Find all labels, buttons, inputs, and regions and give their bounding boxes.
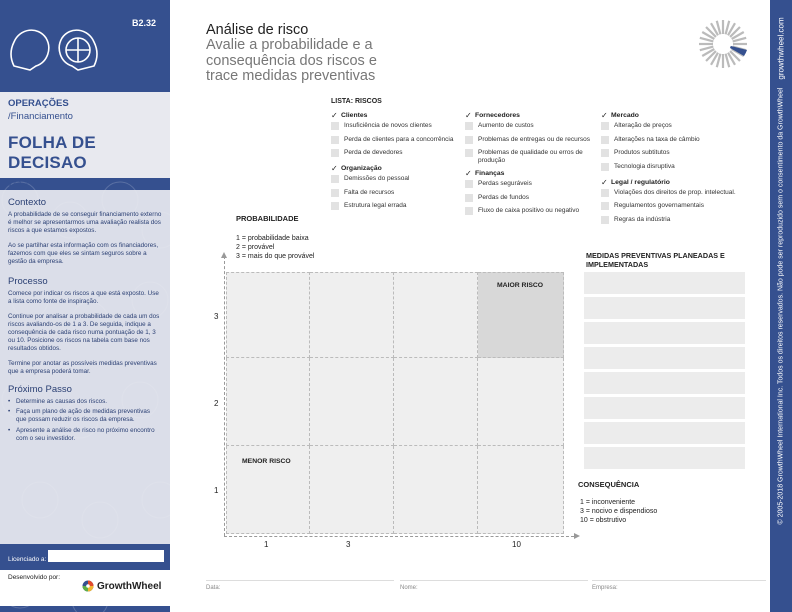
risk-item[interactable]	[601, 201, 736, 213]
risk-item[interactable]	[331, 188, 466, 200]
licensee-label: Licenciado a:	[8, 556, 47, 563]
checkmark-icon: ✓	[601, 177, 608, 187]
risk-item-label: Estrutura legal errada	[344, 202, 407, 209]
category-label: OPERAÇÕES	[8, 98, 69, 109]
risk-checkbox[interactable]	[465, 180, 473, 188]
category-panel	[0, 92, 170, 188]
version-label: v2.1.2	[8, 179, 29, 188]
risk-group	[601, 177, 736, 227]
processo-p2: Continue por analisar a probabilidade de cada um dos riscos avaliando-os de 1 a 3. De seguida, indique a consequência de cada risco numa pontuação de 1, 3 ou 10. Posicione os riscos na tabela com base nos resultados obtidos.	[8, 312, 160, 353]
website-text: growthwheel.com	[776, 17, 786, 80]
risk-item-label: Aumento de custos	[478, 122, 534, 129]
risk-item[interactable]	[601, 162, 736, 174]
risk-checkbox[interactable]	[465, 136, 473, 144]
risk-item-label: Insuficiência de novos clientes	[344, 122, 432, 129]
risk-group-header	[331, 110, 466, 121]
risk-item[interactable]	[601, 121, 736, 133]
measure-input-row[interactable]	[584, 322, 745, 344]
date-field[interactable]	[206, 580, 394, 604]
risk-group	[331, 110, 466, 160]
sidebar	[0, 0, 170, 612]
subcategory-label: /Financiamento	[8, 111, 73, 122]
growthwheel-logo	[82, 580, 161, 592]
matrix-cell[interactable]	[478, 446, 564, 534]
risk-item-label: Alteração de preços	[614, 122, 672, 129]
page-subtitle: Avalie a probabilidade e a consequência dos riscos e trace medidas preventivas	[206, 37, 377, 84]
risk-checkbox[interactable]	[465, 207, 473, 215]
matrix-cell[interactable]	[394, 358, 478, 446]
measure-input-row[interactable]	[584, 372, 745, 394]
checkmark-icon: ✓	[601, 111, 608, 120]
probability-legend-item: 2 = provável	[236, 244, 275, 251]
risk-group-header	[465, 168, 600, 179]
risk-item[interactable]	[331, 201, 466, 213]
risk-column	[601, 110, 736, 230]
copyright-bar	[770, 0, 792, 612]
risk-checkbox[interactable]	[465, 122, 473, 130]
x-tick-label: 3	[346, 540, 351, 549]
proximo-heading: Próximo Passo	[8, 384, 72, 396]
measure-input-row[interactable]	[584, 447, 745, 469]
checkmark-icon: ✓	[331, 111, 338, 120]
risk-checkbox[interactable]	[601, 122, 609, 130]
risk-item[interactable]	[601, 135, 736, 147]
risk-item[interactable]	[465, 179, 600, 191]
max-risk-label: MAIOR RISCO	[497, 282, 544, 289]
processo-p3: Termine por anotar as possíveis medidas preventivas que a empresa poderá tomar.	[8, 359, 157, 375]
matrix-cell[interactable]	[394, 272, 478, 358]
risk-item-label: Perda de clientes para a concorrência	[344, 135, 454, 143]
risk-checkbox[interactable]	[601, 216, 609, 224]
x-axis	[224, 536, 574, 537]
risk-item-label: Produtos subtitutos	[614, 149, 670, 156]
y-tick-label: 1	[214, 486, 219, 495]
risk-item[interactable]	[601, 148, 736, 160]
risk-item[interactable]	[465, 148, 600, 165]
matrix-cell[interactable]	[394, 446, 478, 534]
list-item: • Faça um plano de ação de medidas preventivas que possam reduzir os riscos da empresa.	[8, 408, 162, 424]
page-title: Análise de risco	[206, 22, 309, 38]
developer-label: Desenvolvido por:	[8, 574, 61, 581]
risk-item-label: Alterações na taxa de câmbio	[614, 135, 700, 143]
risk-item[interactable]	[465, 135, 600, 147]
y-axis	[224, 256, 225, 536]
risk-item-label: Regulamentos governamentais	[614, 202, 704, 209]
contexto-heading: Contexto	[8, 197, 47, 208]
risk-group-name: Legal / regulatório	[611, 178, 670, 186]
consequence-legend-item: 10 = obstrutivo	[580, 517, 627, 524]
risk-checkbox[interactable]	[601, 149, 609, 157]
risk-checkbox[interactable]	[331, 136, 339, 144]
risk-matrix	[226, 272, 566, 534]
document-code: B2.32	[131, 18, 156, 28]
copyright-text: © 2005-2018 GrowthWheel International Inc. Todos os direitos reservados. Não pode ser reproduzido sem o consentimento da GrowthWheel	[777, 87, 785, 525]
risk-checkbox[interactable]	[331, 189, 339, 197]
risk-group-header	[601, 110, 736, 121]
risk-group-name: Clientes	[341, 112, 368, 119]
checkmark-icon: ✓	[465, 169, 472, 178]
y-axis-arrow-icon	[221, 252, 227, 258]
risk-list-title: LISTA: RISCOS	[331, 98, 382, 105]
list-item: • Apresente a análise de risco no próximo encontro com o seu investidor.	[8, 427, 162, 443]
matrix-cell[interactable]	[310, 358, 394, 446]
company-field[interactable]	[592, 580, 766, 604]
processo-heading: Processo	[8, 276, 48, 288]
risk-item[interactable]	[601, 188, 736, 200]
risk-item-label: Problemas de entregas ou de recursos	[478, 135, 591, 143]
risk-checkbox[interactable]	[601, 136, 609, 144]
risk-item-label: Tecnologia disruptiva	[614, 162, 675, 170]
licensee-field[interactable]	[48, 550, 164, 562]
risk-group-name: Organização	[341, 165, 382, 172]
measure-input-row[interactable]	[584, 272, 745, 294]
risk-item-label: Fluxo de caixa positivo ou negativo	[478, 207, 580, 214]
checkmark-icon: ✓	[331, 164, 338, 173]
list-item: • Determine as causas dos riscos.	[8, 398, 162, 406]
risk-item[interactable]	[465, 193, 600, 205]
licensee-row	[0, 544, 170, 566]
risk-checkbox[interactable]	[601, 202, 609, 210]
risk-item-label: Perda de devedores	[344, 149, 403, 156]
risk-group-name: Finanças	[475, 170, 505, 177]
risk-checkbox[interactable]	[465, 194, 473, 202]
risk-group-name: Mercado	[611, 112, 639, 119]
growthwheel-progress-icon	[697, 18, 749, 70]
x-axis-arrow-icon	[574, 533, 580, 539]
decision-bubbles-icon	[8, 14, 100, 78]
risk-item-label: Problemas de qualidade ou erros de produção	[478, 149, 583, 164]
risk-item[interactable]	[465, 121, 600, 133]
contexto-p2: Ao se partilhar esta informação com os financiadores, fazemos com que eles se sintam seguros sobre a gestão da empresa.	[8, 241, 159, 266]
developer-row	[0, 570, 170, 606]
y-tick-label: 2	[214, 399, 219, 408]
checkmark-icon: ✓	[465, 111, 472, 120]
risk-checkbox[interactable]	[601, 163, 609, 171]
proximo-list	[8, 398, 162, 443]
matrix-cell[interactable]	[310, 272, 394, 358]
growthwheel-wheel-icon	[82, 580, 94, 592]
risk-item[interactable]	[331, 148, 466, 160]
name-label: Nome:	[400, 585, 418, 591]
x-tick-label: 1	[264, 540, 269, 549]
consequence-legend-item: 1 = inconveniente	[580, 499, 636, 506]
risk-item[interactable]	[465, 206, 600, 218]
risk-group-header	[331, 163, 466, 174]
brand-name: GrowthWheel	[97, 580, 162, 592]
risk-item[interactable]	[331, 135, 466, 147]
processo-p1: Comece por indicar os riscos a que está exposto. Use a lista como fonte de inspiração.	[8, 290, 159, 306]
risk-group	[465, 168, 600, 218]
risk-group-name: Fornecedores	[475, 112, 520, 119]
risk-item-label: Demissões do pessoal	[344, 175, 410, 182]
risk-item[interactable]	[601, 215, 736, 227]
probability-legend	[236, 234, 314, 261]
contexto-p1: A probabilidade de se conseguir financiamento externo é melhor se apresentarmos uma avaliação realista dos riscos a que estamos expostos.	[8, 211, 162, 235]
consequence-legend	[580, 498, 657, 525]
consequence-title: CONSEQUÊNCIA	[578, 480, 640, 489]
matrix-cell[interactable]	[478, 358, 564, 446]
risk-group	[465, 110, 600, 165]
risk-checkbox[interactable]	[331, 202, 339, 210]
probability-legend-item: 1 = probabilidade baixa	[236, 235, 309, 242]
risk-item-label: Violações dos direitos de prop. intelectual.	[614, 188, 736, 196]
probability-title: PROBABILIDADE	[236, 214, 299, 223]
risk-checkbox[interactable]	[465, 149, 473, 157]
risk-group	[331, 163, 466, 213]
measure-input-row[interactable]	[584, 397, 745, 419]
risk-group	[601, 110, 736, 174]
x-tick-label: 10	[512, 540, 521, 549]
risk-group-header	[465, 110, 600, 121]
date-label: Data:	[206, 585, 221, 591]
matrix-cell[interactable]	[226, 272, 310, 358]
risk-group-header	[601, 177, 736, 188]
measures-title: MEDIDAS PREVENTIVAS PLANEADAS E IMPLEMENTADAS	[586, 251, 725, 269]
consequence-legend-item: 3 = nocivo e dispendioso	[580, 508, 658, 515]
risk-checkbox[interactable]	[331, 175, 339, 183]
measure-input-row[interactable]	[584, 422, 745, 444]
risk-column	[465, 110, 600, 221]
y-tick-label: 3	[214, 312, 219, 321]
matrix-cell[interactable]	[226, 358, 310, 446]
measure-input-row[interactable]	[584, 347, 745, 369]
risk-item-label: Regras da indústria	[614, 215, 671, 223]
risk-checkbox[interactable]	[601, 189, 609, 197]
footer-fields	[206, 580, 766, 604]
doc-type-title: FOLHA DE DECISAO	[8, 133, 96, 172]
risk-column	[331, 110, 466, 216]
risk-item-label: Perdas seguráveis	[478, 180, 532, 187]
min-risk-label: MENOR RISCO	[242, 458, 291, 465]
sidebar-header	[0, 0, 170, 92]
probability-legend-item: 3 = mais do que provável	[236, 253, 315, 260]
risk-item[interactable]	[331, 174, 466, 186]
risk-item-label: Perdas de fundos	[478, 193, 529, 201]
instructions-panel	[0, 190, 170, 544]
risk-item[interactable]	[331, 121, 466, 133]
risk-item-label: Falta de recursos	[344, 188, 395, 196]
company-label: Empresa:	[592, 585, 618, 591]
risk-checkbox[interactable]	[331, 122, 339, 130]
measure-input-row[interactable]	[584, 297, 745, 319]
risk-checkbox[interactable]	[331, 149, 339, 157]
matrix-cell[interactable]	[310, 446, 394, 534]
name-field[interactable]	[400, 580, 588, 604]
